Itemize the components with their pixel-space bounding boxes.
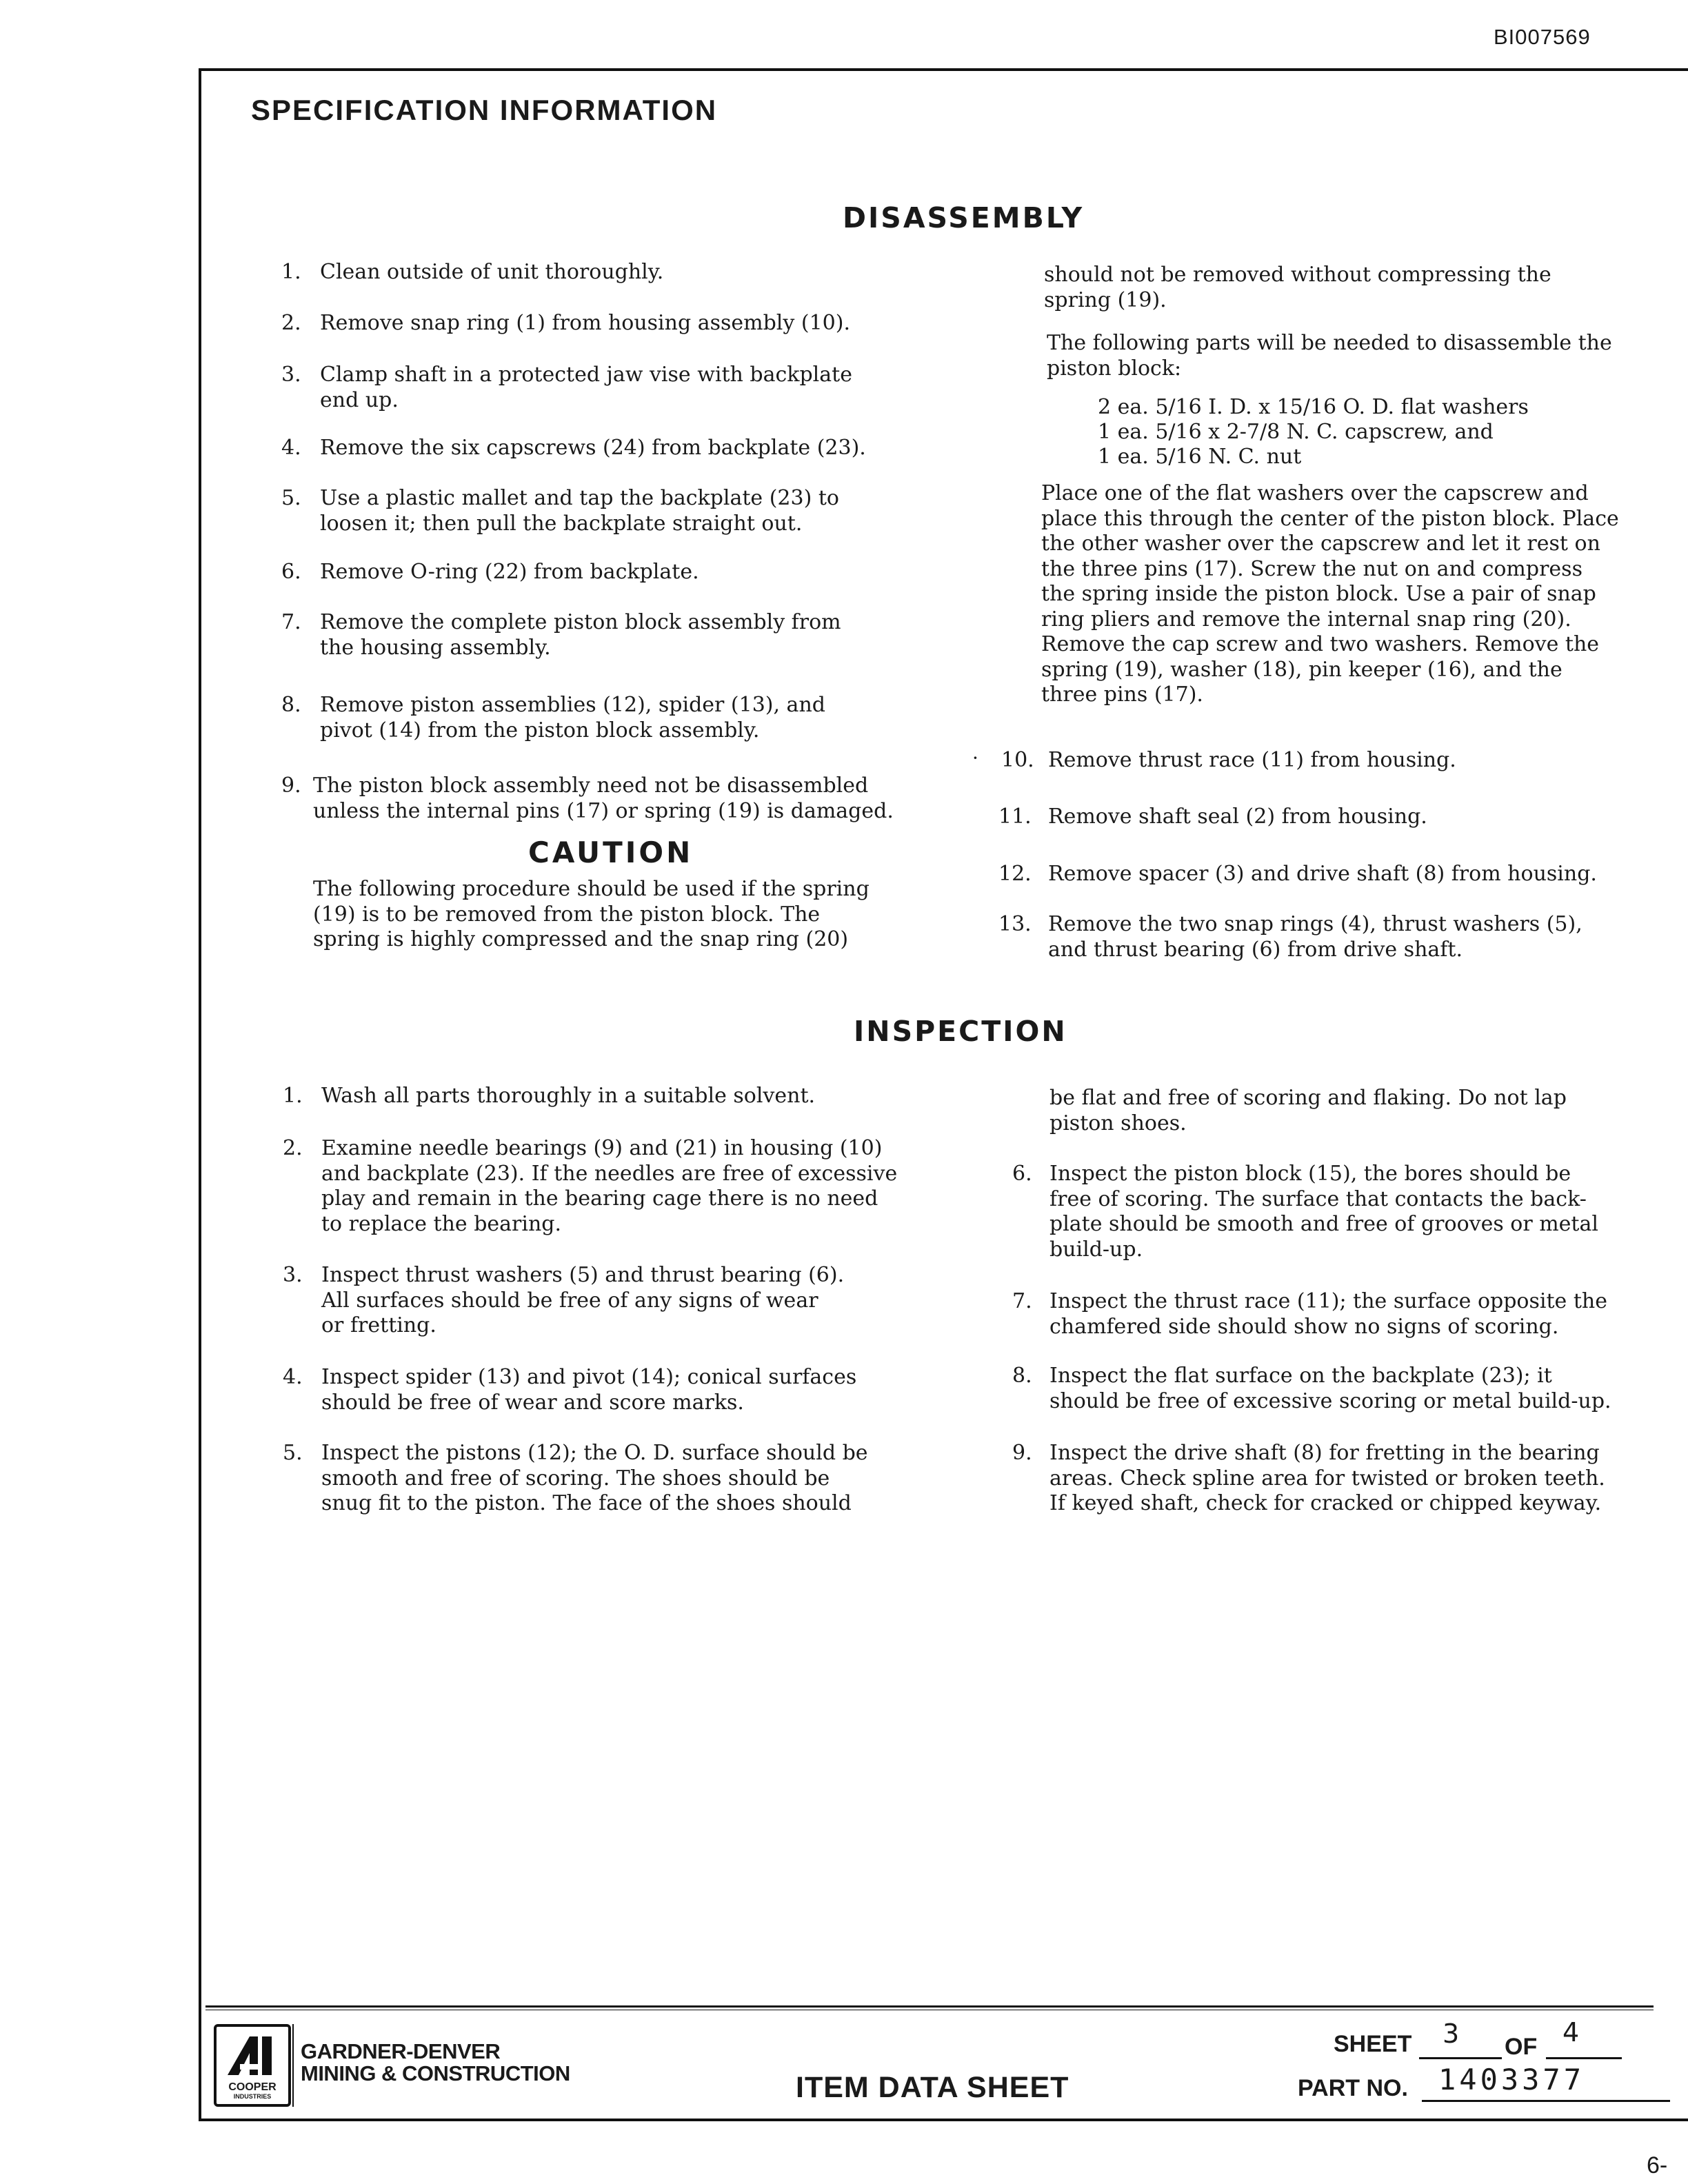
step-line: should be free of wear and score marks. [321, 1390, 744, 1415]
step-number: 8. [1012, 1364, 1032, 1388]
of-value: 4 [1563, 2017, 1580, 2048]
step-line: Inspect the piston block (15), the bores should be [1049, 1162, 1571, 1186]
caution-line: spring is highly compressed and the snap ring (20) [313, 927, 849, 951]
step-line: should be free of excessive scoring or metal build-up. [1049, 1388, 1611, 1413]
step-line: Inspect the drive shaft (8) for fretting in the bearing [1049, 1441, 1600, 1465]
scan-speck: · [972, 747, 978, 769]
logo-caption [217, 2082, 288, 2100]
document-id: BI007569 [1494, 25, 1591, 49]
step-line: Clamp shaft in a protected jaw vise with backplate [320, 363, 852, 387]
text-line: three pins (17). [1041, 682, 1203, 707]
logo-separator [292, 2024, 294, 2107]
step-line: Remove thrust race (11) from housing. [1048, 748, 1456, 772]
step-line: smooth and free of scoring. The shoes should be [321, 1466, 830, 1490]
step-number: 12. [998, 862, 1032, 886]
step-number: 2. [281, 311, 301, 335]
step-line: free of scoring. The surface that contacts the back- [1049, 1186, 1587, 1211]
company-name-line1: GARDNER-DENVER [301, 2039, 501, 2063]
text-line: Remove the cap screw and two washers. Remove the [1041, 632, 1600, 656]
step-number: 13. [998, 912, 1032, 936]
step-line: plate should be smooth and free of grooves or metal [1049, 1212, 1598, 1236]
text-line: Place one of the flat washers over the capscrew and [1041, 481, 1589, 505]
step-line: The piston block assembly need not be disassembled [313, 774, 869, 798]
step-number: 5. [281, 486, 301, 510]
step-line: and thrust bearing (6) from drive shaft. [1048, 937, 1463, 962]
step-line: Use a plastic mallet and tap the backplate (23) to [320, 486, 839, 510]
logo-caption-industries: INDUSTRIES [233, 2093, 272, 2100]
page-number: 6- [1647, 2152, 1668, 2178]
parts-list-item: 1 ea. 5/16 x 2-7/8 N. C. capscrew, and [1098, 420, 1494, 444]
step-line: Remove snap ring (1) from housing assembly (10). [320, 311, 850, 335]
step-line: Inspect thrust washers (5) and thrust bearing (6). [321, 1263, 845, 1287]
text-line: piston block: [1047, 356, 1182, 381]
text-line: ring pliers and remove the internal snap ring (20). [1041, 607, 1571, 631]
parts-list-item: 1 ea. 5/16 N. C. nut [1098, 445, 1302, 469]
step-number: 3. [283, 1263, 303, 1287]
frame-left-rule [199, 68, 201, 2121]
step-line: snug fit to the piston. The face of the shoes should [321, 1491, 852, 1515]
text-line: should not be removed without compressing the [1044, 263, 1551, 287]
step-line: All surfaces should be free of any signs of wear [321, 1288, 818, 1313]
frame-top-rule [199, 68, 1688, 71]
text-line: spring (19). [1044, 287, 1167, 312]
step-line: Inspect the flat surface on the backplate (23); it [1049, 1364, 1552, 1388]
of-label: OF [1505, 2034, 1538, 2060]
step-number: 8. [281, 693, 301, 717]
step-number: 5. [283, 1441, 303, 1465]
step-number: 9. [281, 774, 301, 798]
step-number: 4. [281, 436, 301, 460]
caution-text [313, 877, 906, 953]
text-line: spring (19), washer (18), pin keeper (16), and the [1041, 657, 1563, 682]
step-number: 10. [1001, 748, 1034, 772]
step-line: If keyed shaft, check for cracked or chipped keyway. [1049, 1491, 1602, 1515]
sheet-value: 3 [1443, 2019, 1460, 2049]
step-number: 6. [1012, 1162, 1032, 1186]
step-line: loosen it; then pull the backplate straight out. [320, 511, 803, 536]
text-line: The following parts will be needed to disassemble the [1047, 331, 1612, 355]
parts-needed-intro [1047, 331, 1626, 381]
procedure-text [1041, 481, 1625, 708]
frame-bottom-rule [199, 2119, 1688, 2121]
step-line: play and remain in the bearing cage there is no need [321, 1186, 878, 1211]
disassembly-heading: DISASSEMBLY [843, 201, 1085, 234]
step-line: Wash all parts thoroughly in a suitable solvent. [321, 1084, 816, 1108]
parts-list [1098, 395, 1529, 469]
step-line: Remove the six capscrews (24) from backplate (23). [320, 436, 866, 460]
step-number: 4. [283, 1365, 303, 1389]
step-line: Remove piston assemblies (12), spider (13), and [320, 693, 825, 717]
step-line: Remove spacer (3) and drive shaft (8) from housing. [1048, 862, 1597, 886]
footer-rule [205, 2005, 1654, 2008]
of-underline [1546, 2057, 1622, 2059]
text-line: the three pins (17). Screw the nut on and compress [1041, 556, 1582, 581]
cooper-logo-icon [226, 2034, 279, 2078]
step-line: Inspect the thrust race (11); the surface opposite the [1049, 1289, 1607, 1313]
step-line: chamfered side should show no signs of scoring. [1049, 1314, 1559, 1339]
step-line: end up. [320, 387, 399, 412]
step-number: 6. [281, 560, 301, 584]
text-line: the other washer over the capscrew and let it rest on [1041, 532, 1600, 556]
step-number: 3. [281, 363, 301, 387]
step-line: Clean outside of unit thoroughly. [320, 260, 664, 284]
step-number: 11. [998, 805, 1032, 829]
part-no-underline [1422, 2100, 1670, 2102]
text-line: the spring inside the piston block. Use a pair of snap [1041, 582, 1596, 606]
step-number: 9. [1012, 1441, 1032, 1465]
step-line: to replace the bearing. [321, 1211, 562, 1236]
step-line: Examine needle bearings (9) and (21) in housing (10) [321, 1136, 883, 1160]
logo-caption-cooper: COOPER [228, 2081, 277, 2093]
step-line: and backplate (23). If the needles are free of excessive [321, 1161, 898, 1186]
step-number: 1. [281, 260, 301, 284]
part-no-label: PART NO. [1298, 2075, 1408, 2101]
step-line: or fretting. [321, 1313, 436, 1337]
step-line: Remove the complete piston block assembly from [320, 610, 841, 634]
step-number: 7. [1012, 1289, 1032, 1313]
caution-line: (19) is to be removed from the piston block. The [313, 902, 821, 927]
parts-list-item: 2 ea. 5/16 I. D. x 15/16 O. D. flat washers [1098, 395, 1529, 419]
caution-line: The following procedure should be used if the spring [313, 877, 870, 901]
text-line: be flat and free of scoring and flaking. Do not lap [1049, 1086, 1567, 1110]
item-data-sheet-title: ITEM DATA SHEET [796, 2071, 1069, 2104]
company-name-line2: MINING & CONSTRUCTION [301, 2061, 570, 2085]
step-line: areas. Check spline area for twisted or broken teeth. [1049, 1466, 1605, 1490]
step-number: 1. [283, 1084, 303, 1108]
part-no-value: 1403377 [1438, 2063, 1585, 2096]
step-number: 2. [283, 1136, 303, 1160]
step-line: Remove the two snap rings (4), thrust washers (5), [1048, 912, 1582, 936]
step-line: Remove shaft seal (2) from housing. [1048, 805, 1427, 829]
inspection-continuation [1049, 1086, 1636, 1136]
spec-title: SPECIFICATION INFORMATION [251, 94, 718, 126]
caution-heading: CAUTION [528, 836, 694, 869]
cooper-logo [214, 2024, 291, 2107]
step-line: Inspect spider (13) and pivot (14); conical surfaces [321, 1365, 857, 1389]
sheet-label: SHEET [1334, 2031, 1412, 2057]
step-line: pivot (14) from the piston block assembly. [320, 718, 760, 742]
step-line: unless the internal pins (17) or spring (19) is damaged. [313, 798, 894, 823]
step-number: 7. [281, 610, 301, 634]
step-line: the housing assembly. [320, 635, 551, 660]
text-line: piston shoes. [1049, 1111, 1187, 1135]
caution-continuation [1044, 263, 1623, 313]
step-line: Remove O-ring (22) from backplate. [320, 560, 699, 584]
inspection-heading: INSPECTION [854, 1015, 1067, 1048]
text-line: place this through the center of the piston block. Place [1041, 506, 1619, 531]
step-line: Inspect the pistons (12); the O. D. surface should be [321, 1441, 868, 1465]
sheet-underline [1419, 2057, 1502, 2059]
step-line: build-up. [1049, 1237, 1143, 1262]
